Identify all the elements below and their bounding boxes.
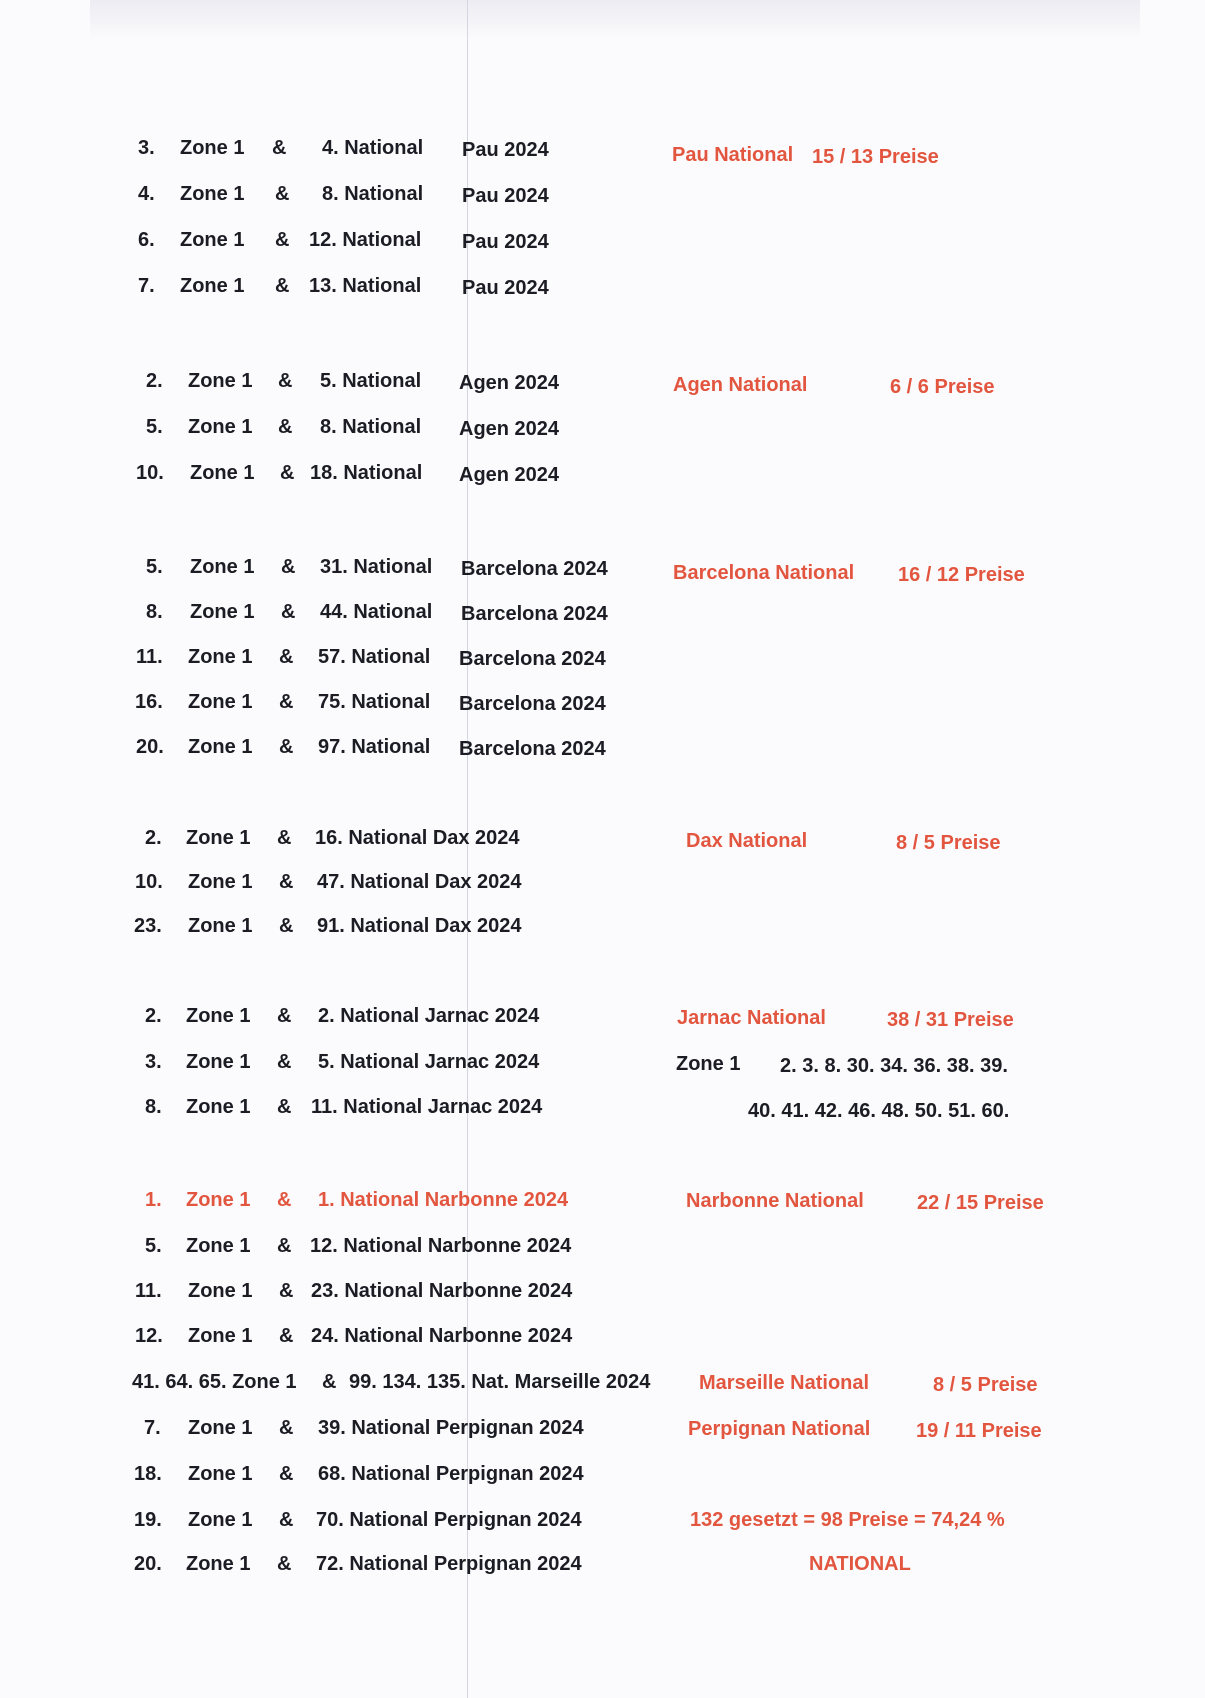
national-place: 68. National Perpignan 2024 — [318, 1463, 584, 1485]
race: Agen 2024 — [459, 418, 560, 440]
zone: Zone 1 — [188, 416, 253, 438]
summary-count: 15 / 13 Preise — [812, 146, 939, 168]
rank: 3. — [145, 1051, 162, 1073]
national-place: 99. 134. 135. Nat. Marseille 2024 — [349, 1371, 651, 1393]
zone: Zone 1 — [186, 827, 251, 849]
summary-name: Marseille National — [699, 1372, 870, 1394]
zone: Zone 1 — [186, 1235, 251, 1257]
national-place: 5. National — [320, 370, 422, 392]
total-summary: 132 gesetzt = 98 Preise = 74,24 % — [690, 1509, 1005, 1531]
zone: Zone 1 — [188, 1463, 253, 1485]
summary-name: Jarnac National — [677, 1007, 826, 1029]
zone: Zone 1 — [188, 691, 253, 713]
ampersand: & — [279, 1280, 294, 1302]
race: Pau 2024 — [462, 185, 549, 207]
ampersand: & — [275, 183, 290, 205]
zone: Zone 1 — [188, 736, 253, 758]
ampersand: & — [279, 1325, 294, 1347]
ampersand: & — [281, 601, 296, 623]
summary-name: Dax National — [686, 830, 808, 852]
national-place: 39. National Perpignan 2024 — [318, 1417, 584, 1439]
ampersand: & — [279, 691, 294, 713]
ampersand: & — [322, 1371, 337, 1393]
zone: Zone 1 — [188, 1325, 253, 1347]
rank: 23. — [134, 915, 162, 937]
rank: 20. — [134, 1553, 162, 1575]
race: Pau 2024 — [462, 139, 549, 161]
national-place: 16. National Dax 2024 — [315, 827, 520, 849]
rank: 3. — [138, 137, 155, 159]
zone: Zone 1 — [186, 1005, 251, 1027]
rank: 8. — [146, 601, 163, 623]
zone: Zone 1 — [180, 275, 245, 297]
scan-smudge — [90, 0, 1140, 40]
race: Agen 2024 — [459, 464, 560, 486]
rank: 5. — [145, 1235, 162, 1257]
zone: Zone 1 — [188, 871, 253, 893]
zone: Zone 1 — [180, 137, 245, 159]
ampersand: & — [281, 556, 296, 578]
ampersand: & — [279, 915, 294, 937]
national-place: 2. National Jarnac 2024 — [318, 1005, 540, 1027]
ampersand: & — [277, 1096, 292, 1118]
zone: Zone 1 — [188, 915, 253, 937]
rank: 2. — [145, 1005, 162, 1027]
race: Barcelona 2024 — [461, 603, 608, 625]
rank: 7. — [138, 275, 155, 297]
race: Pau 2024 — [462, 231, 549, 253]
rank: 10. — [135, 871, 163, 893]
zone: Zone 1 — [190, 601, 255, 623]
national-place: 12. National — [309, 229, 422, 251]
summary-count: 19 / 11 Preise — [916, 1420, 1042, 1442]
race: Barcelona 2024 — [461, 558, 608, 580]
race: Barcelona 2024 — [459, 693, 606, 715]
race: Barcelona 2024 — [459, 738, 606, 760]
summary-count: 8 / 5 Preise — [933, 1374, 1038, 1396]
rank: 11. — [135, 1280, 162, 1302]
national-place: 31. National — [320, 556, 433, 578]
jarnac-zone-places: 40. 41. 42. 46. 48. 50. 51. 60. — [748, 1100, 1010, 1122]
rank: 20. — [136, 736, 164, 758]
race: Pau 2024 — [462, 277, 549, 299]
zone: Zone 1 — [188, 646, 253, 668]
ampersand: & — [272, 137, 287, 159]
zone: Zone 1 — [186, 1189, 251, 1211]
zone: Zone 1 — [188, 370, 253, 392]
ampersand: & — [277, 1553, 292, 1575]
total-label: NATIONAL — [809, 1553, 911, 1575]
rank: 12. — [135, 1325, 163, 1347]
zone: Zone 1 — [180, 229, 245, 251]
ampersand: & — [278, 370, 293, 392]
national-place: 24. National Narbonne 2024 — [311, 1325, 573, 1347]
zone: Zone 1 — [188, 1417, 253, 1439]
jarnac-zone-label: Zone 1 — [676, 1053, 741, 1075]
rank: 6. — [138, 229, 155, 251]
national-place: 8. National — [322, 183, 424, 205]
zone: Zone 1 — [186, 1553, 251, 1575]
rank: 7. — [144, 1417, 161, 1439]
rank: 41. 64. 65. Zone 1 — [132, 1371, 297, 1393]
national-place: 12. National Narbonne 2024 — [310, 1235, 572, 1257]
rank: 10. — [136, 462, 164, 484]
national-place: 1. National Narbonne 2024 — [318, 1189, 569, 1211]
zone: Zone 1 — [180, 183, 245, 205]
ampersand: & — [277, 1189, 292, 1211]
rank: 2. — [146, 370, 163, 392]
national-place: 75. National — [318, 691, 431, 713]
national-place: 5. National Jarnac 2024 — [318, 1051, 540, 1073]
national-place: 44. National — [320, 601, 433, 623]
zone: Zone 1 — [190, 462, 255, 484]
rank: 19. — [134, 1509, 162, 1531]
national-place: 97. National — [318, 736, 431, 758]
ampersand: & — [280, 462, 295, 484]
rank: 8. — [145, 1096, 162, 1118]
ampersand: & — [275, 229, 290, 251]
race: Agen 2024 — [459, 372, 560, 394]
national-place: 23. National Narbonne 2024 — [311, 1280, 573, 1302]
summary-name: Agen National — [673, 374, 808, 396]
rank: 4. — [138, 183, 155, 205]
summary-name: Pau National — [672, 144, 794, 166]
ampersand: & — [279, 1417, 294, 1439]
national-place: 57. National — [318, 646, 431, 668]
summary-count: 6 / 6 Preise — [890, 376, 995, 398]
zone: Zone 1 — [186, 1051, 251, 1073]
rank: 11. — [136, 646, 163, 668]
ampersand: & — [277, 1235, 292, 1257]
summary-name: Perpignan National — [688, 1418, 871, 1440]
national-place: 47. National Dax 2024 — [317, 871, 522, 893]
zone: Zone 1 — [188, 1280, 253, 1302]
rank: 1. — [145, 1189, 162, 1211]
rank: 2. — [145, 827, 162, 849]
rank: 18. — [134, 1463, 162, 1485]
national-place: 70. National Perpignan 2024 — [316, 1509, 582, 1531]
ampersand: & — [275, 275, 290, 297]
ampersand: & — [277, 1051, 292, 1073]
ampersand: & — [278, 416, 293, 438]
zone: Zone 1 — [190, 556, 255, 578]
ampersand: & — [279, 1463, 294, 1485]
race: Barcelona 2024 — [459, 648, 606, 670]
summary-count: 16 / 12 Preise — [898, 564, 1025, 586]
national-place: 72. National Perpignan 2024 — [316, 1553, 582, 1575]
ampersand: & — [277, 827, 292, 849]
national-place: 4. National — [322, 137, 424, 159]
national-place: 11. National Jarnac 2024 — [311, 1096, 543, 1118]
ampersand: & — [279, 1509, 294, 1531]
ampersand: & — [279, 646, 294, 668]
jarnac-zone-places: 2. 3. 8. 30. 34. 36. 38. 39. — [780, 1055, 1008, 1077]
summary-name: Narbonne National — [686, 1190, 864, 1212]
summary-count: 22 / 15 Preise — [917, 1192, 1044, 1214]
national-place: 8. National — [320, 416, 422, 438]
ampersand: & — [279, 871, 294, 893]
national-place: 91. National Dax 2024 — [317, 915, 522, 937]
zone: Zone 1 — [188, 1509, 253, 1531]
zone: Zone 1 — [186, 1096, 251, 1118]
ampersand: & — [279, 736, 294, 758]
rank: 16. — [135, 691, 163, 713]
ampersand: & — [277, 1005, 292, 1027]
rank: 5. — [146, 416, 163, 438]
national-place: 18. National — [310, 462, 423, 484]
summary-name: Barcelona National — [673, 562, 855, 584]
summary-count: 38 / 31 Preise — [887, 1009, 1014, 1031]
rank: 5. — [146, 556, 163, 578]
summary-count: 8 / 5 Preise — [896, 832, 1001, 854]
national-place: 13. National — [309, 275, 422, 297]
